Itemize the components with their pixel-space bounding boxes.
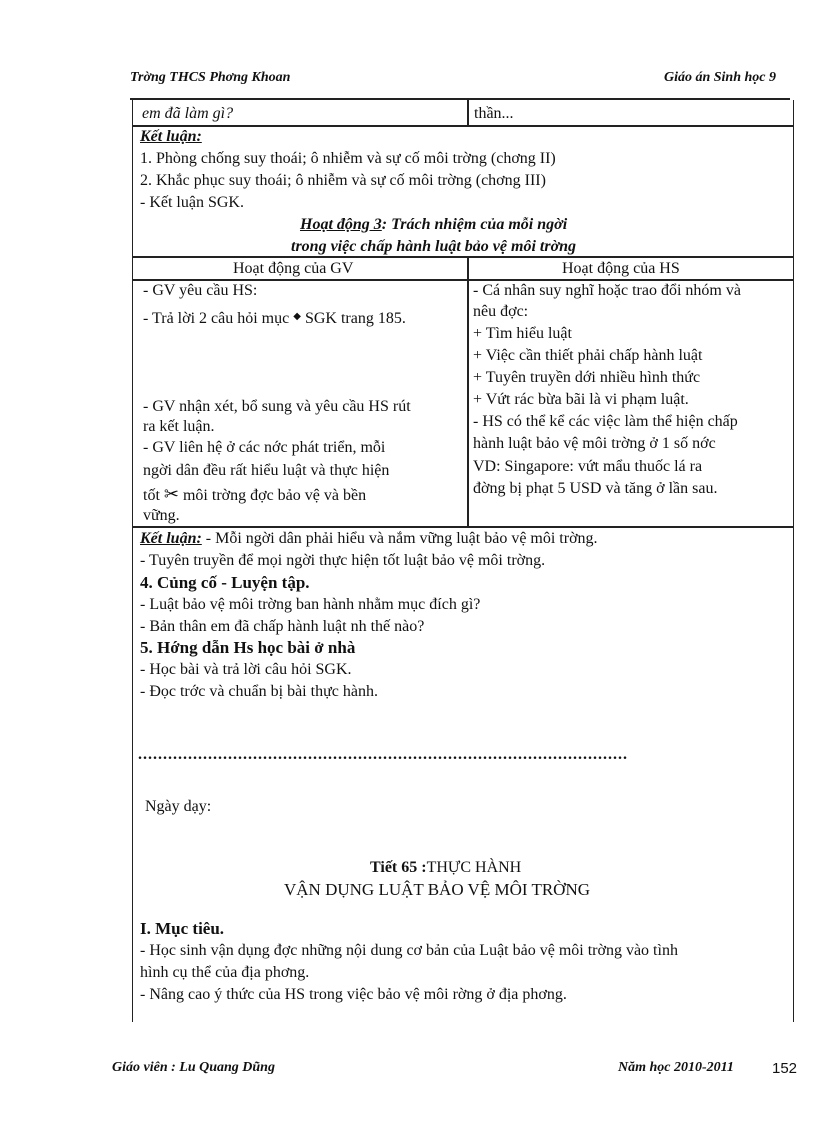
hs-line-3: + Tìm hiểu luật xyxy=(473,325,572,342)
gv-line-5: - GV liên hệ ở các nớc phát triển, mỗi xyxy=(143,439,386,456)
conclusion2-line-1 xyxy=(140,528,598,550)
dotted-separator: .................................................................................................. xyxy=(138,746,628,763)
scissors-icon: ✂ xyxy=(163,484,179,504)
header-school: Trờng THCS Phơng Khoan xyxy=(130,70,291,85)
hs-line-6: + Vứt rác bừa bãi là vi phạm luật. xyxy=(473,391,689,408)
section5-line-1: - Học bài và trả lời câu hỏi SGK. xyxy=(140,661,352,678)
section4-line-1: - Luật bảo vệ môi trờng ban hành nhằm mục đích gì? xyxy=(140,596,481,613)
hs-line-10: đờng bị phạt 5 USD và tăng ở lần sau. xyxy=(473,480,718,497)
section4-line-2: - Bản thân em đã chấp hành luật nh thế nào? xyxy=(140,618,425,635)
table-head-gv: Hoạt động của GV xyxy=(233,260,354,277)
gv-line-2-text: - Trả lời 2 câu hỏi mục xyxy=(143,310,290,327)
activity3-title xyxy=(300,214,567,236)
gv-line-6: ngời dân đều rất hiểu luật và thực hiện xyxy=(143,462,390,479)
lesson-type: THỰC HÀNH xyxy=(426,859,522,876)
conclusion1-line-2: 2. Khắc phục suy thoái; ô nhiễm và sự cố môi trờng (chơng III) xyxy=(140,172,546,189)
gv-line-2 xyxy=(143,306,406,330)
hs-line-9: VD: Singapore: vứt mẩu thuốc lá ra xyxy=(473,458,703,475)
activity3-title-prefix: Hoạt động 3 xyxy=(300,216,382,233)
conclusion2-line-2: - Tuyên truyền để mọi ngời thực hiện tốt luật bảo vệ môi trờng. xyxy=(140,552,546,569)
hs-line-8: hành luật bảo vệ môi trờng ở 1 số nớc xyxy=(473,435,716,452)
gv-line-7-text: tốt xyxy=(143,487,160,504)
objectives-line-3: - Nâng cao ý thức của HS trong việc bảo vệ môi rờng ở địa phơng. xyxy=(140,986,567,1003)
lesson-title-line2: VẬN DỤNG LUẬT BẢO VỆ MÔI TRỜNG xyxy=(284,880,590,899)
table-top-rule xyxy=(132,256,793,258)
gv-line-1: - GV yêu cầu HS: xyxy=(143,282,258,299)
hs-line-2: nêu đợc: xyxy=(473,303,529,320)
table-col-divider xyxy=(467,256,469,527)
section5-line-2: - Đọc trớc và chuẩn bị bài thực hành. xyxy=(140,683,378,700)
top-row-right: thần... xyxy=(474,105,514,122)
conclusion1-line-3: - Kết luận SGK. xyxy=(140,194,244,211)
teaching-day-label: Ngày dạy: xyxy=(145,798,212,815)
objectives-title: I. Mục tiêu. xyxy=(140,919,225,938)
gv-line-2-rest: SGK trang 185. xyxy=(304,310,406,327)
footer-teacher: Giáo viên : Lu Quang Dũng xyxy=(112,1060,275,1075)
top-row-bottom-rule xyxy=(132,125,793,127)
lesson-title-line1 xyxy=(370,857,521,879)
lesson-number: Tiết 65 : xyxy=(370,859,427,876)
table-head-hs: Hoạt động của HS xyxy=(562,260,680,277)
conclusion2-label: Kết luận: xyxy=(140,530,202,547)
bullet-icon: ◆ xyxy=(293,311,301,322)
top-row-divider xyxy=(467,100,469,126)
hs-line-1: - Cá nhân suy nghĩ hoặc trao đổi nhóm và xyxy=(473,282,741,299)
objectives-line-2: hình cụ thể của địa phơng. xyxy=(140,964,310,981)
conclusion2-text: - Mỗi ngời dân phải hiểu và nắm vững luật bảo vệ môi trờng. xyxy=(201,530,598,547)
gv-line-8: vững. xyxy=(143,507,180,524)
gv-line-7-rest: môi trờng đợc bảo vệ và bền xyxy=(182,487,367,504)
hs-line-5: + Tuyên truyền dới nhiều hình thức xyxy=(473,369,701,386)
footer-page-number: 152 xyxy=(772,1060,798,1077)
hs-line-7: - HS có thể kể các việc làm thể hiện chấp xyxy=(473,413,738,430)
section5-title: 5. Hớng dẫn Hs học bài ở nhà xyxy=(140,638,356,657)
hs-line-4: + Việc cần thiết phải chấp hành luật xyxy=(473,347,703,364)
gv-line-3: - GV nhận xét, bổ sung và yêu cầu HS rút xyxy=(143,398,411,415)
top-row-left: em đã làm gì? xyxy=(142,105,234,122)
header-subject: Giáo án Sinh học 9 xyxy=(663,70,776,85)
activity3-title-line2: trong việc chấp hành luật bảo vệ môi trờng xyxy=(291,238,577,255)
gv-line-7 xyxy=(143,483,366,507)
conclusion1-line-1: 1. Phòng chống suy thoái; ô nhiễm và sự cố môi trờng (chơng II) xyxy=(140,150,556,167)
footer-year: Năm học 2010-2011 xyxy=(618,1060,734,1075)
activity3-title-rest: : Trách nhiệm của mỗi ngời xyxy=(381,216,568,233)
section4-title: 4. Củng cố - Luyện tập. xyxy=(140,573,310,592)
objectives-line-1: - Học sinh vận dụng đợc những nội dung cơ bản của Luật bảo vệ môi trờng vào tình xyxy=(140,942,678,959)
conclusion1-label: Kết luận: xyxy=(140,128,202,145)
gv-line-4: ra kết luận. xyxy=(143,418,215,435)
